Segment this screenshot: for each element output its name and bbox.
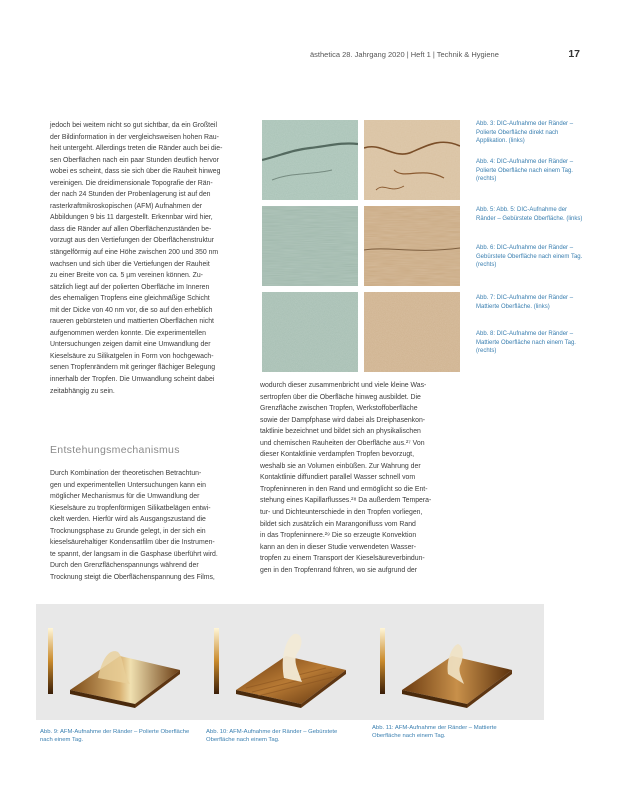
text-line: zu einer Breite von ca. 5 µm vereinen können. Zu- — [50, 272, 203, 280]
body-column-left-2 — [50, 468, 246, 583]
dic-image-brushed-one-day — [364, 206, 460, 286]
text-line: stängelförmig auf eine Höhe zwischen 200 und 350 nm — [50, 249, 219, 257]
text-line: Kontaktlinie diffundiert parallel Wasser schnell vom — [260, 474, 416, 482]
dic-image-matte-one-day — [364, 292, 460, 372]
dic-image-polished-initial — [262, 120, 358, 200]
figure-caption: Abb. 5: Abb. 5: DIC-Aufnahme der Ränder – Gebürstete Oberfläche. (links) — [476, 207, 583, 222]
text-line: senen Tropfenrändern mit geringer flächiger Belegung — [50, 364, 216, 372]
afm-image-brushed — [206, 608, 356, 716]
text-line: tropfen zu einem Transport der Kieselsäureverbindun- — [260, 555, 425, 563]
text-line: Untersuchungen zeigen damit eine Umwandlung der — [50, 341, 211, 349]
running-header — [310, 48, 580, 62]
text-line: jedoch bei weitem nicht so gut sichtbar, da ein Großteil — [50, 122, 217, 129]
text-line: taktlinie bezeichnet und bildet sich an physikalischen — [260, 428, 421, 436]
text-line: kann an den in dieser Studie verwendeten Wasser- — [260, 543, 417, 551]
text-line: Trocknung steigt die Oberflächenspannung des Films, — [50, 573, 215, 581]
text-line: gen in den Tropfenrand führen, wo sie aufgrund der — [260, 566, 418, 574]
text-line: mit der Dicke von 40 nm vor, die so auf den erheblich — [50, 306, 213, 314]
text-line: Kieselsäure zu tropfenförmigen Silikatbelägen entwi- — [50, 504, 211, 512]
text-line: Durch den Grenzflächenspannungs während der — [50, 562, 199, 570]
text-line: vereinigen. Die dreidimensionale Topografie der Rän- — [50, 179, 213, 187]
text-line: heit untergeht. Allerdings treten die Ränder auch bei die- — [50, 145, 223, 153]
text-line: raueren gebürsteten und mattierten Oberflächen nicht — [50, 318, 214, 326]
text-line: vorzugt aus den Vertiefungen der Oberflächenstruktur — [50, 237, 214, 245]
text-line: wachsen und sich über die Vertiefungen der Rauheit — [50, 260, 210, 268]
text-line: sertropfen über die Oberfläche hinweg ausbildet. Die — [260, 393, 421, 401]
text-line: kieselsäurehaltiger Kondensatfilm über die Instrumen- — [50, 539, 215, 547]
dic-image-matte-initial — [262, 292, 358, 372]
text-line: in das Tropfeninnere.²⁹ Die so erzeugte Konvektion — [260, 532, 417, 540]
text-line: rasterkraftmikroskopischen (AFM) Aufnahmen der — [50, 202, 203, 210]
text-line: Tropfeninneren in den Rand und ermöglicht so die Ent- — [260, 485, 428, 493]
text-line: sätzlich liegt auf der polierten Oberfläche im Inneren — [50, 283, 210, 291]
text-line: zeitabhängig zu sein. — [50, 387, 115, 395]
text-line: te spannt, der langsam in die Gasphase überführt wird. — [50, 550, 218, 558]
dic-image-polished-one-day — [364, 120, 460, 200]
text-line: gen und experimentellen Untersuchungen kann ein — [50, 481, 206, 489]
text-line: dieser Kontaktlinie verdampfen Tropfen bevorzugt, — [260, 451, 414, 459]
figure-caption: Abb. 7: DIC-Aufnahme der Ränder – Mattierte Oberfläche. (links) — [476, 295, 574, 310]
text-line: innerhalb der Tropfen. Die Umwandlung scheint dabei — [50, 376, 215, 384]
text-line: des ehemaligen Tropfens eine gleichmäßige Schicht — [50, 295, 210, 303]
afm-image-polished — [40, 608, 190, 716]
figure-caption: Abb. 8: DIC-Aufnahme der Ränder – Mattierte Oberfläche nach einem Tag. (rechts) — [476, 331, 576, 355]
text-line: sen Oberflächen nach ein paar Stunden deutlich hervor — [50, 156, 219, 164]
text-line: sowie der Dampfphase wird dabei als Dreiphasenkon- — [260, 416, 426, 424]
text-line: der Bildinformation in der vergleichsweisen hohen Rau- — [50, 133, 219, 141]
figure-caption: Abb. 3: DIC-Aufnahme der Ränder – Polierte Oberfläche direkt nach Applikation. (links) — [476, 121, 574, 145]
dic-image-brushed-initial — [262, 206, 358, 286]
text-line: und chemischen Rauheiten der Oberfläche aus.²⁷ Von — [260, 439, 425, 447]
text-line: Grenzfläche zwischen Tropfen, Werkstoffoberfläche — [260, 405, 418, 413]
afm-image-matte — [372, 608, 522, 716]
text-line: aufgenommen werden konnte. Die experimentellen — [50, 329, 206, 337]
text-line: wodurch dieser zusammenbricht und viele kleine Was- — [260, 382, 427, 389]
body-column-left — [50, 120, 246, 397]
body-column-right — [260, 380, 464, 576]
text-line: Kieselsäure zu Silikatgelen in Form von hochgewach- — [50, 352, 214, 360]
text-line: dass die Ränder auf allen Oberflächenzuständen be- — [50, 225, 212, 233]
text-line: Abbildungen 9 bis 11 dargestellt. Erkennbar wird hier, — [50, 214, 213, 222]
text-line: der nach 24 Stunden der Probenlagerung ist auf den — [50, 191, 211, 199]
figure-caption: Abb. 10: AFM-Aufnahme der Ränder – Gebürstete Oberfläche nach einem Tag. — [206, 729, 338, 744]
text-line: Durch Kombination der theoretischen Betrachtun- — [50, 470, 202, 477]
text-line: Trocknungsphase zu Grunde gelegt, in der sich ein — [50, 527, 206, 535]
figure-caption: Abb. 9: AFM-Aufnahme der Ränder – Polierte Oberfläche nach einem Tag. — [40, 729, 190, 744]
text-line: stehung eines Kapillarflusses.²⁸ Da außerdem Tempera- — [260, 497, 432, 505]
text-line: weshalb sie an Volumen einbüßen. Zur Wahrung der — [260, 462, 421, 470]
running-title: ästhetica 28. Jahrgang 2020 | Heft 1 | Technik & Hygiene — [310, 50, 499, 59]
text-line: ckelt werden. Hierfür wird als Ausgangszustand die — [50, 516, 206, 524]
figure-caption: Abb. 4: DIC-Aufnahme der Ränder – Polierte Oberfläche nach einem Tag. (rechts) — [476, 159, 574, 183]
text-line: bildet sich zusätzlich ein Marangonifluss vom Rand — [260, 520, 416, 528]
text-line: möglicher Mechanismus für die Umwandlung der — [50, 493, 200, 501]
text-line: tur- und Dichteunterschiede in den Tropfen vorliegen, — [260, 509, 423, 517]
section-heading: Entstehungsmechanismus — [50, 444, 180, 456]
figure-caption: Abb. 6: DIC-Aufnahme der Ränder – Gebürstete Oberfläche nach einem Tag. (rechts) — [476, 245, 583, 269]
figure-caption: Abb. 11: AFM-Aufnahme der Ränder – Mattierte Oberfläche nach einem Tag. — [372, 725, 497, 740]
page-number: 17 — [568, 48, 580, 60]
text-line: wobei es scheint, dass sie sich über die Rauheit hinweg — [50, 168, 221, 176]
